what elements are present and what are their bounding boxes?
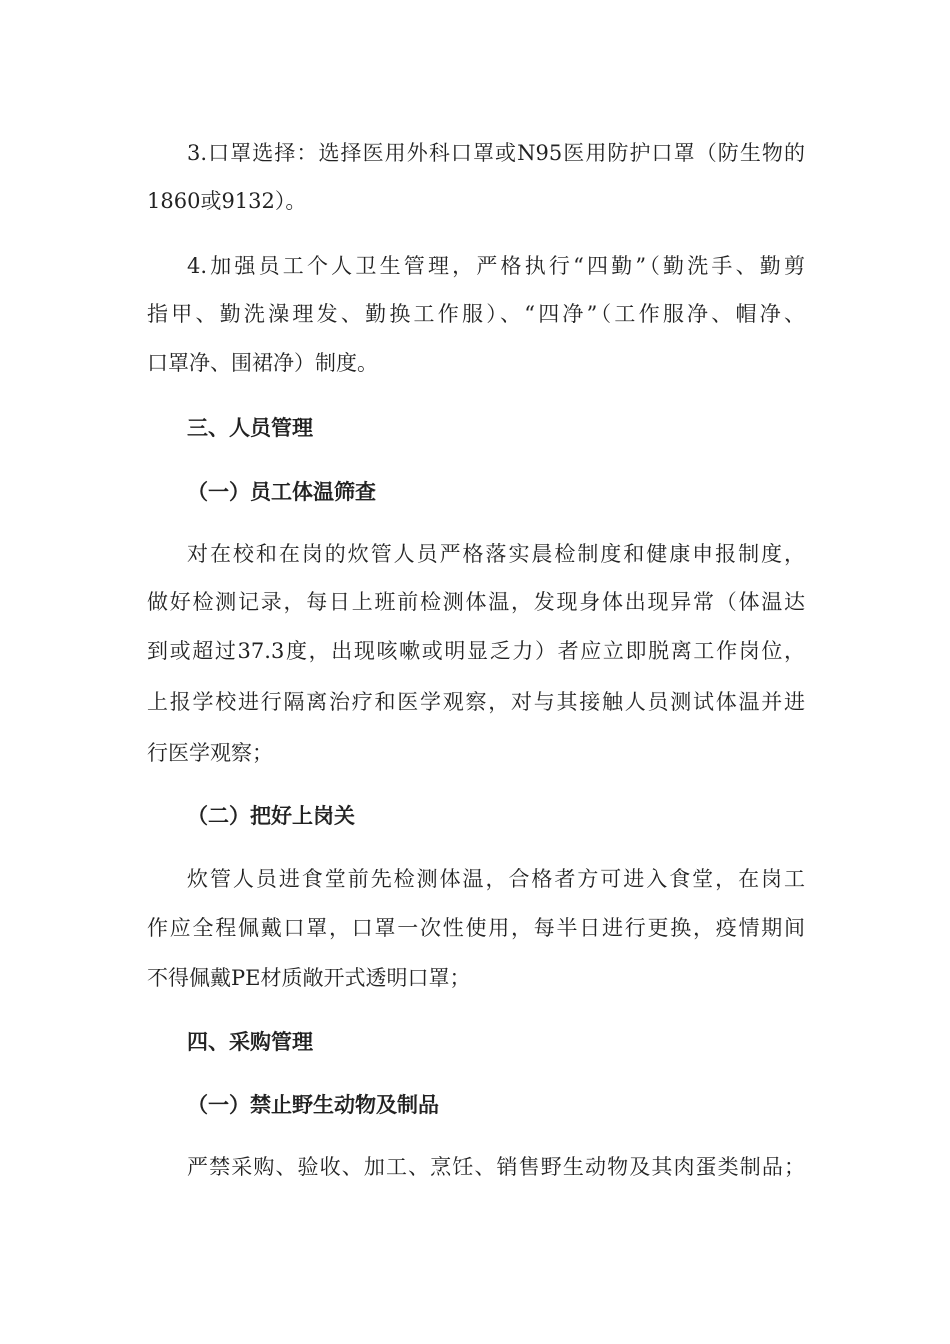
subsection-heading: （一）员工体温筛查 [187,479,376,504]
paragraph-line: 上报学校进行隔离治疗和医学观察，对与其接触人员测试体温并进 [147,690,805,714]
subsection-heading: （二）把好上岗关 [187,803,355,828]
paragraph-line: 3.口罩选择：选择医用外科口罩或N95医用防护口罩（防生物的 [187,141,805,165]
paragraph-line: 4.加强员工个人卫生管理，严格执行“四勤”（勤洗手、勤剪 [187,254,805,278]
paragraph-line: 到或超过37.3度，出现咳嗽或明显乏力）者应立即脱离工作岗位， [147,639,805,663]
paragraph-line: 炊管人员进食堂前先检测体温，合格者方可进入食堂，在岗工 [187,867,805,891]
section-heading: 三、人员管理 [187,415,313,440]
paragraph-line: 作应全程佩戴口罩，口罩一次性使用，每半日进行更换，疫情期间 [147,916,805,940]
paragraph-line: 口罩净、围裙净）制度。 [147,351,378,375]
paragraph-line: 对在校和在岗的炊管人员严格落实晨检制度和健康申报制度， [187,542,805,566]
paragraph-line: 严禁采购、验收、加工、烹饪、销售野生动物及其肉蛋类制品； [187,1155,805,1179]
subsection-heading: （一）禁止野生动物及制品 [187,1092,439,1117]
paragraph-line: 行医学观察； [147,741,273,765]
section-heading: 四、采购管理 [187,1029,313,1054]
paragraph-line: 不得佩戴PE材质敞开式透明口罩； [147,966,471,990]
paragraph-line: 做好检测记录，每日上班前检测体温，发现身体出现异常（体温达 [147,590,805,614]
paragraph-line: 1860或9132）。 [147,189,307,213]
paragraph-line: 指甲、勤洗澡理发、勤换工作服）、“四净”（工作服净、帽净、 [147,302,805,326]
